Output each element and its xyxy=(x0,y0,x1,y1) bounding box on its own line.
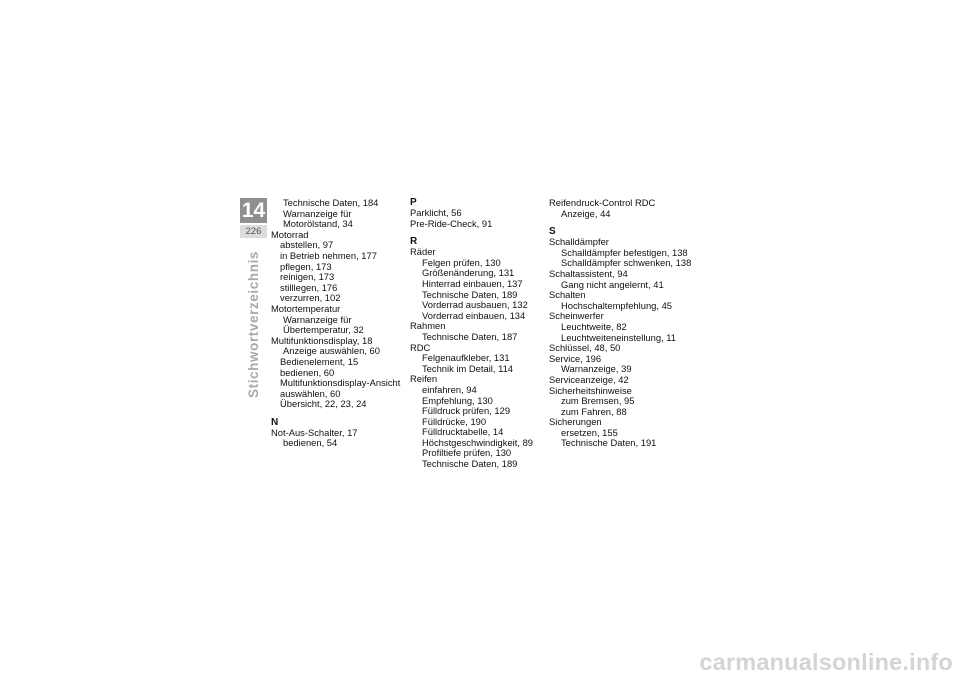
index-subentry: Schalldämpfer befestigen, 138 xyxy=(561,246,688,258)
index-entry: Motortemperatur xyxy=(271,302,341,314)
index-subentry: Übersicht, 22, 23, 24 xyxy=(280,398,367,410)
index-subentry: Technische Daten, 189 xyxy=(422,458,518,470)
index-subentry: bedienen, 60 xyxy=(280,366,335,378)
index-subentry: einfahren, 94 xyxy=(422,383,477,395)
index-subentry: Leuchtweite, 82 xyxy=(561,320,627,332)
index-letter-heading: N xyxy=(271,416,279,428)
index-subentry: Größenänderung, 131 xyxy=(422,267,515,279)
index-subentry: Technische Daten, 187 xyxy=(422,330,518,342)
index-subentry: Anzeige auswählen, 60 xyxy=(283,345,380,357)
index-entry: Parklicht, 56 xyxy=(410,207,462,218)
index-subentry: Hinterrad einbauen, 137 xyxy=(422,277,523,289)
index-subentry: Übertemperatur, 32 xyxy=(283,324,364,336)
index-subentry: Felgenaufkleber, 131 xyxy=(422,352,510,364)
index-column-1 xyxy=(271,198,411,449)
watermark-text: carmanualsonline.info xyxy=(699,649,953,675)
index-subentry: Fülldrücke, 190 xyxy=(422,415,487,427)
index-subentry: pflegen, 173 xyxy=(280,260,332,272)
index-entry: Räder xyxy=(410,246,436,258)
index-entry: Schaltassistent, 94 xyxy=(549,267,628,279)
index-subentry: in Betrieb nehmen, 177 xyxy=(280,249,377,261)
index-subentry: Hochschaltempfehlung, 45 xyxy=(561,299,673,311)
index-subentry: zum Fahren, 88 xyxy=(561,405,627,417)
index-column-3 xyxy=(549,197,692,449)
index-subentry: Bedienelement, 15 xyxy=(280,355,359,367)
index-subentry: bedienen, 54 xyxy=(283,437,338,449)
index-entry: Sicherheitshinweise xyxy=(549,384,632,396)
section-title-vertical xyxy=(246,250,261,399)
index-entry: Motorrad xyxy=(271,228,309,240)
index-entry: Rahmen xyxy=(410,320,446,332)
index-subentry: Höchstgeschwindigkeit, 89 xyxy=(422,436,533,448)
index-subentry: Anzeige, 44 xyxy=(561,207,611,219)
index-entry: Schlüssel, 48, 50 xyxy=(549,342,621,354)
index-subentry: Warnanzeige, 39 xyxy=(561,363,632,375)
index-subentry: zum Bremsen, 95 xyxy=(561,395,635,407)
index-entry: Schalldämpfer xyxy=(549,236,609,248)
index-subentry: Profiltiefe prüfen, 130 xyxy=(422,447,512,459)
index-subentry: Warnanzeige für xyxy=(283,313,352,325)
index-subentry: abstellen, 97 xyxy=(280,239,334,251)
index-subentry: Vorderrad einbauen, 134 xyxy=(422,309,526,321)
page-number: 226 xyxy=(240,225,267,238)
index-subentry: Schalldämpfer schwenken, 138 xyxy=(561,257,692,269)
index-subentry: Multifunktionsdisplay-Ansicht xyxy=(280,377,401,389)
index-entry: Serviceanzeige, 42 xyxy=(549,373,629,385)
index-letter-heading: P xyxy=(410,197,417,208)
index-subentry: ersetzen, 155 xyxy=(561,426,618,438)
index-entry: Multifunktionsdisplay, 18 xyxy=(271,334,373,346)
index-entry: Not-Aus-Schalter, 17 xyxy=(271,426,358,438)
index-letter-heading: S xyxy=(549,226,556,238)
index-entry: Sicherungen xyxy=(549,416,602,428)
index-entry: Reifen xyxy=(410,373,438,385)
index-entry: Service, 196 xyxy=(549,352,602,364)
index-entry: Pre-Ride-Check, 91 xyxy=(410,217,493,229)
index-entry: Schalten xyxy=(549,289,586,301)
index-subentry: Gang nicht angelernt, 41 xyxy=(561,278,664,290)
index-column-2 xyxy=(410,198,550,470)
index-subentry: Technik im Detail, 114 xyxy=(422,362,514,374)
index-entry: Scheinwerfer xyxy=(549,310,604,322)
index-subentry: Fülldruck prüfen, 129 xyxy=(422,405,511,417)
index-subentry: Leuchtweiteneinstellung, 11 xyxy=(561,331,677,343)
index-subentry: Motorölstand, 34 xyxy=(283,218,353,230)
index-subentry: Empfehlung, 130 xyxy=(422,394,493,406)
index-subentry: stilllegen, 176 xyxy=(280,281,338,293)
index-entry: Reifendruck-Control RDC xyxy=(549,197,656,208)
index-subentry: reinigen, 173 xyxy=(280,271,335,283)
index-subentry: Technische Daten, 191 xyxy=(561,437,657,449)
index-subentry: Technische Daten, 189 xyxy=(422,288,518,300)
index-subentry: verzurren, 102 xyxy=(280,292,341,304)
index-subentry: Warnanzeige für xyxy=(283,207,352,219)
index-subentry: Felgen prüfen, 130 xyxy=(422,256,501,268)
index-subentry: Fülldrucktabelle, 14 xyxy=(422,426,504,438)
index-subentry: Technische Daten, 184 xyxy=(283,197,379,208)
chapter-number: 14 xyxy=(241,199,266,222)
chapter-tab xyxy=(240,198,267,240)
index-subentry: Vorderrad ausbauen, 132 xyxy=(422,299,528,311)
index-subentry: auswählen, 60 xyxy=(280,387,341,399)
index-entry: RDC xyxy=(410,341,431,353)
index-letter-heading: R xyxy=(410,236,418,248)
section-title-text: Stichwortverzeichnis xyxy=(246,250,261,398)
